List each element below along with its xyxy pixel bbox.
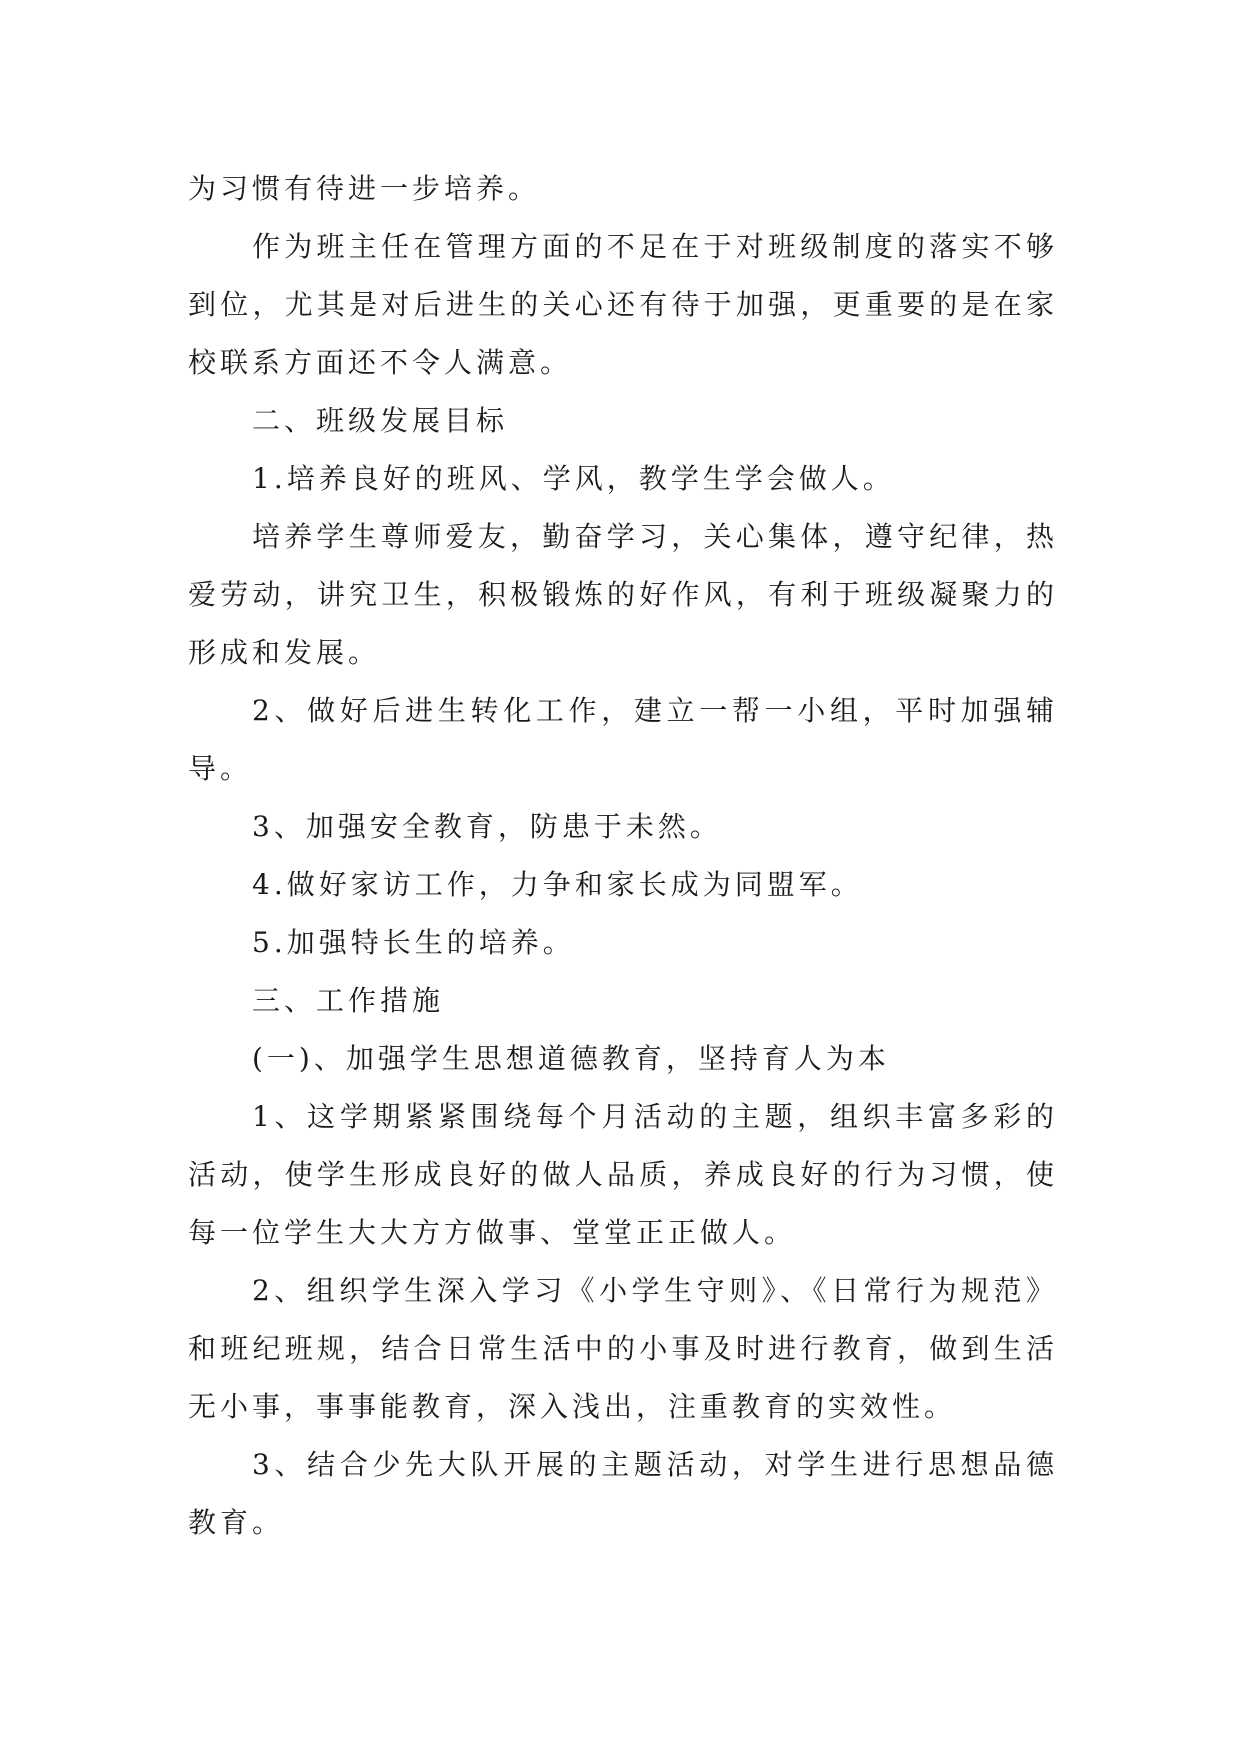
measure-item-1: 1、这学期紧紧围绕每个月活动的主题，组织丰富多彩的活动，使学生形成良好的做人品质，养成良好的行为习惯，使每一位学生大大方方做事、堂堂正正做人。 <box>188 1100 1058 1249</box>
goal-item-1: 1.培养良好的班风、学风，教学生学会做人。 <box>252 462 895 495</box>
paragraph-teacher-shortcomings: 作为班主任在管理方面的不足在于对班级制度的落实不够到位，尤其是对后进生的关心还有待于加强，更重要的是在家校联系方面还不令人满意。 <box>188 230 1058 379</box>
goal-item-5: 5.加强特长生的培养。 <box>252 926 575 959</box>
measure-item-3: 3、结合少先大队开展的主题活动，对学生进行思想品德教育。 <box>188 1448 1058 1539</box>
subsection-heading-moral-education: (一)、加强学生思想道德教育，坚持育人为本 <box>252 1042 890 1075</box>
paragraph-goal-1-detail: 培养学生尊师爱友，勤奋学习，关心集体，遵守纪律，热爱劳动，讲究卫生，积极锻炼的好作风，有利于班级凝聚力的形成和发展。 <box>188 520 1058 669</box>
document-body <box>188 160 1058 1552</box>
goal-item-3: 3、加强安全教育，防患于未然。 <box>252 810 722 843</box>
section-heading-measures: 三、工作措施 <box>252 984 445 1017</box>
goal-item-2: 2、做好后进生转化工作，建立一帮一小组，平时加强辅导。 <box>188 694 1058 785</box>
goal-item-4: 4.做好家访工作，力争和家长成为同盟军。 <box>252 868 863 901</box>
section-heading-goals: 二、班级发展目标 <box>252 404 509 437</box>
paragraph-continuation: 为习惯有待进一步培养。 <box>188 172 541 205</box>
measure-item-2: 2、组织学生深入学习《小学生守则》、《日常行为规范》和班纪班规，结合日常生活中的小事及时进行教育，做到生活无小事，事事能教育，深入浅出，注重教育的实效性。 <box>188 1274 1058 1423</box>
